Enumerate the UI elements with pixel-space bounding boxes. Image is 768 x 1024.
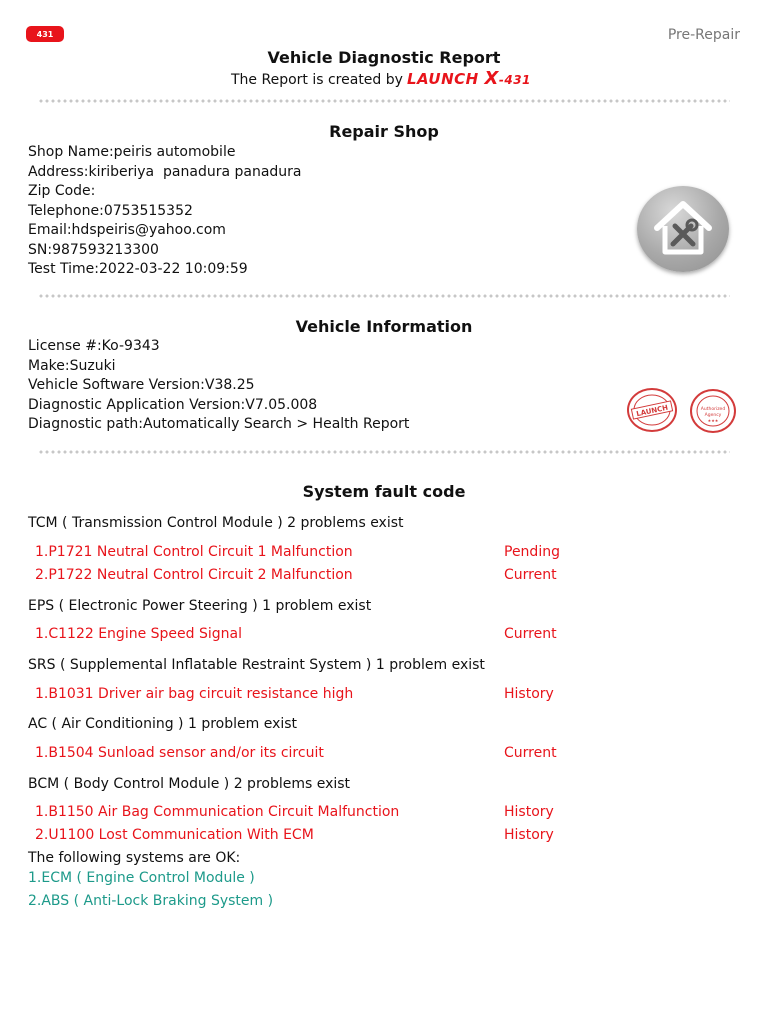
- dotted-divider: [38, 294, 730, 298]
- fault-code-item: 2.P1722 Neutral Control Circuit 2 Malfunction: [35, 567, 353, 583]
- created-by-line: [231, 68, 531, 89]
- fault-status: History: [504, 686, 554, 702]
- shop-name: Shop Name:peiris automobile: [28, 144, 236, 160]
- dotted-divider: [38, 450, 730, 454]
- repair-shop-info: [28, 143, 302, 280]
- svg-text:Agency: Agency: [704, 413, 722, 418]
- system-fault-code-title: System fault code: [302, 482, 466, 501]
- license-number: License #:Ko-9343: [28, 338, 160, 354]
- ok-system-item: 1.ECM ( Engine Control Module ): [28, 870, 255, 886]
- fault-status: Current: [504, 626, 557, 642]
- fault-group-heading: EPS ( Electronic Power Steering ) 1 problem exist: [28, 598, 372, 614]
- vehicle-info-title: Vehicle Information: [295, 317, 473, 336]
- svg-text:LAUNCH: LAUNCH: [635, 403, 669, 419]
- shop-telephone: Telephone:0753515352: [28, 202, 193, 219]
- dotted-divider: [38, 99, 730, 103]
- fault-code-item: 1.B1504 Sunload sensor and/or its circuit: [35, 745, 324, 761]
- svg-text:Authorized: Authorized: [700, 407, 726, 412]
- fault-group-heading: AC ( Air Conditioning ) 1 problem exist: [28, 716, 298, 732]
- diagnostic-path: Diagnostic path:Automatically Search > Health Report: [28, 416, 410, 432]
- authorized-agency-stamp: [690, 389, 736, 433]
- vehicle-software-version: Vehicle Software Version:V38.25: [28, 377, 255, 393]
- repair-shop-title: Repair Shop: [329, 122, 439, 141]
- shop-zip: Zip Code:: [28, 183, 96, 199]
- fault-status: Pending: [504, 544, 560, 560]
- launch-stamp: [627, 388, 677, 432]
- fault-code-item: 1.B1150 Air Bag Communication Circuit Malfunction: [35, 804, 400, 820]
- fault-code-item: 1.P1721 Neutral Control Circuit 1 Malfunction: [35, 544, 353, 560]
- fault-group-heading: SRS ( Supplemental Inflatable Restraint System ) 1 problem exist: [28, 657, 485, 673]
- fault-code-item: 1.B1031 Driver air bag circuit resistance high: [35, 686, 354, 702]
- shop-email: Email:hdspeiris@yahoo.com: [28, 222, 226, 238]
- fault-code-item: 1.C1122 Engine Speed Signal: [35, 626, 242, 642]
- launch-431-badge: 431: [26, 26, 64, 42]
- report-status-label: Pre-Repair: [667, 27, 740, 43]
- shop-address: Address:kiriberiya panadura panadura: [28, 163, 302, 180]
- repair-shop-icon: [637, 186, 729, 272]
- ok-systems-title: The following systems are OK:: [28, 850, 241, 866]
- fault-status: Current: [504, 567, 557, 583]
- svg-text:★★★: ★★★: [707, 418, 719, 423]
- ok-system-item: 2.ABS ( Anti-Lock Braking System ): [28, 893, 274, 909]
- fault-status: Current: [504, 745, 557, 761]
- vehicle-make: Make:Suzuki: [28, 357, 116, 374]
- fault-status: History: [504, 827, 554, 843]
- vehicle-info: [28, 337, 409, 435]
- fault-group-heading: BCM ( Body Control Module ) 2 problems exist: [28, 776, 351, 792]
- fault-status: History: [504, 804, 554, 820]
- created-by-text: The Report is created by: [231, 72, 403, 88]
- fault-code-item: 2.U1100 Lost Communication With ECM: [35, 827, 314, 843]
- test-time: Test Time:2022-03-22 10:09:59: [28, 261, 248, 277]
- fault-group-heading: TCM ( Transmission Control Module ) 2 problems exist: [28, 515, 404, 531]
- shop-sn: SN:987593213300: [28, 241, 159, 258]
- diagnostic-app-version: Diagnostic Application Version:V7.05.008: [28, 396, 318, 413]
- report-title: Vehicle Diagnostic Report: [267, 48, 501, 67]
- launch-x431-logo: LAUNCH X-431: [406, 68, 531, 89]
